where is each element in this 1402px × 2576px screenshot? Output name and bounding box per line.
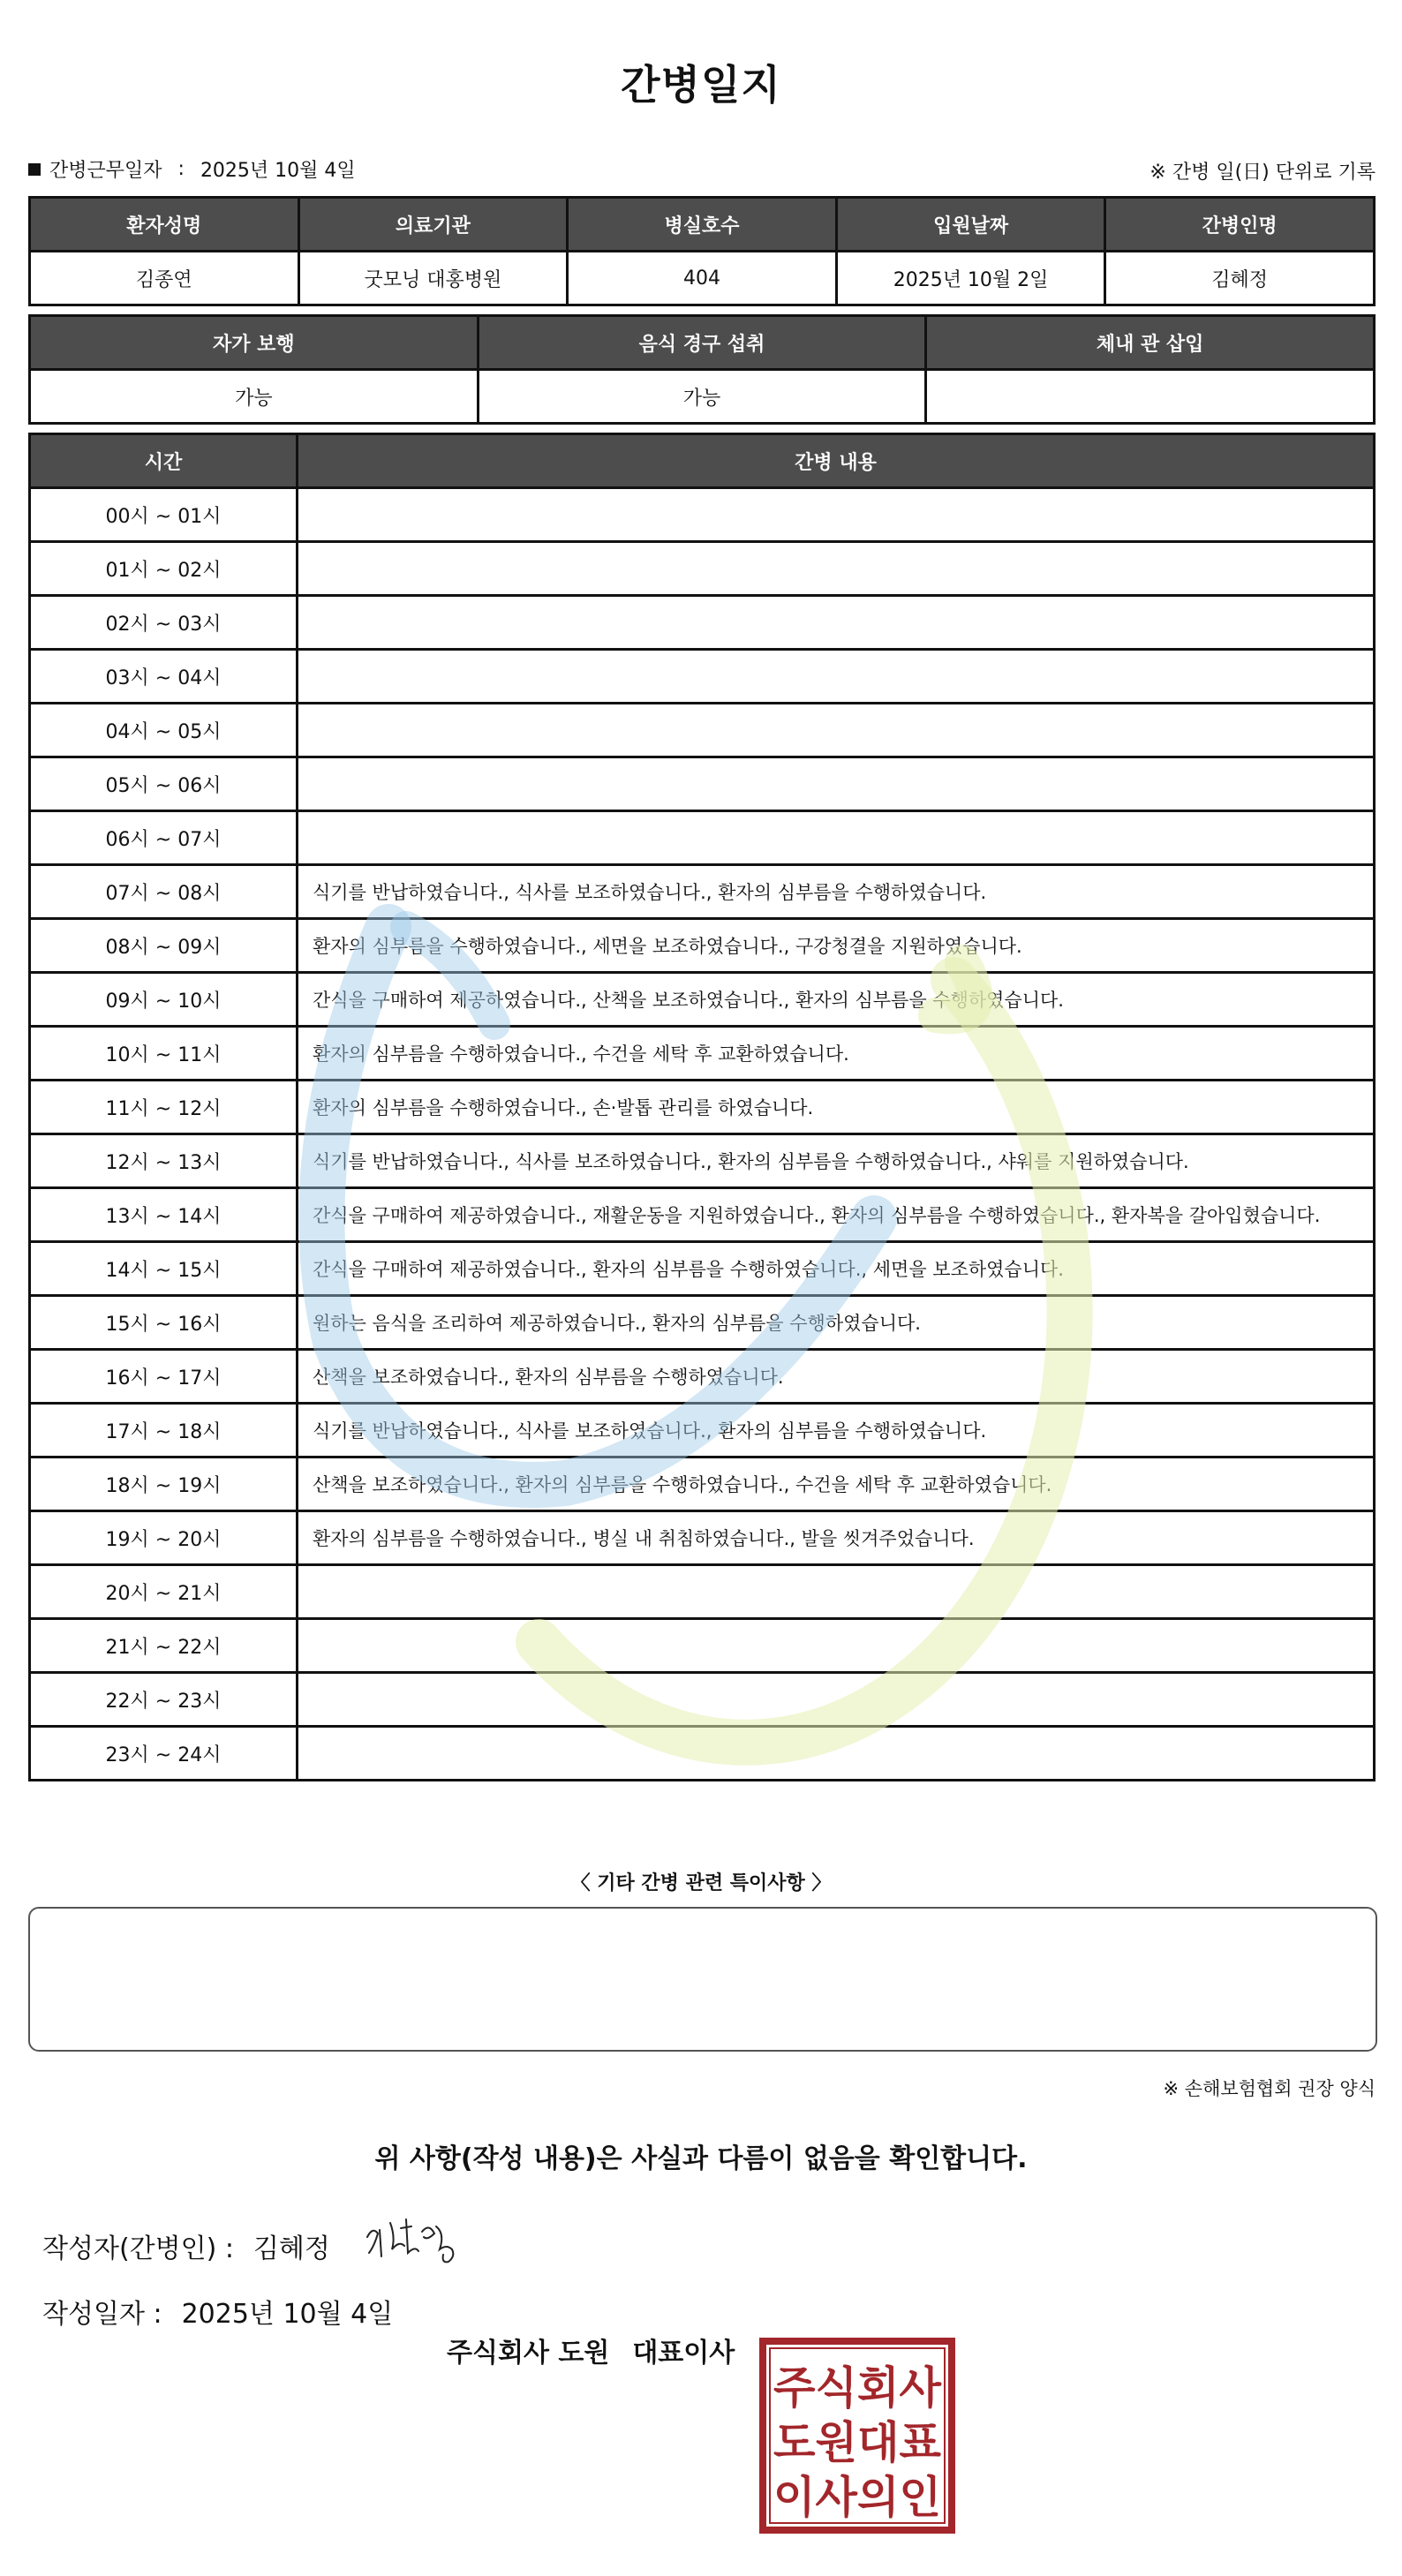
time-cell: 19시 ~ 20시 [30, 1511, 298, 1565]
company-name: 주식회사 도원 [447, 2338, 610, 2369]
company-line [447, 2331, 735, 2369]
time-cell: 05시 ~ 06시 [30, 757, 298, 811]
table-row [30, 1619, 1375, 1673]
care-content-cell [298, 704, 1375, 757]
time-cell: 22시 ~ 23시 [30, 1673, 298, 1727]
time-cell: 09시 ~ 10시 [30, 973, 298, 1027]
patient-info-table [28, 196, 1376, 306]
header-oral-intake: 음식 경구 섭취 [478, 316, 926, 370]
svg-text:이사의인: 이사의인 [773, 2472, 941, 2523]
time-cell: 13시 ~ 14시 [30, 1188, 298, 1242]
care-content-cell [298, 1727, 1375, 1781]
time-cell: 03시 ~ 04시 [30, 650, 298, 704]
header-room-number: 병실호수 [568, 198, 837, 252]
time-cell: 00시 ~ 01시 [30, 488, 298, 542]
table-row [30, 919, 1375, 973]
table-row [30, 704, 1375, 757]
table-row [30, 1188, 1375, 1242]
oral-intake-value: 가능 [478, 370, 926, 424]
self-walking-value: 가능 [30, 370, 479, 424]
table-row [30, 542, 1375, 596]
table-row [30, 1081, 1375, 1134]
work-date [28, 155, 356, 183]
caregiver-name: 김혜정 [1105, 252, 1375, 305]
care-content-cell: 환자의 심부름을 수행하였습니다., 손·발톱 관리를 하였습니다. [298, 1081, 1375, 1134]
header-caregiver-name: 간병인명 [1105, 198, 1375, 252]
work-date-label: 간병근무일자 [49, 160, 162, 182]
table-row [30, 1565, 1375, 1619]
time-cell: 12시 ~ 13시 [30, 1134, 298, 1188]
table-row [30, 1296, 1375, 1350]
writer-line [42, 2226, 330, 2265]
care-content-cell: 식기를 반납하였습니다., 식사를 보조하였습니다., 환자의 심부름을 수행하였습니다. [298, 865, 1375, 919]
table-row [30, 650, 1375, 704]
time-cell: 18시 ~ 19시 [30, 1457, 298, 1511]
unit-note: ※ 간병 일(日) 단위로 기록 [1149, 162, 1376, 184]
svg-text:주식회사: 주식회사 [773, 2362, 942, 2414]
time-cell: 15시 ~ 16시 [30, 1296, 298, 1350]
table-row [30, 1242, 1375, 1296]
care-content-cell: 간식을 구매하여 제공하였습니다., 재활운동을 지원하였습니다., 환자의 심부름을 수행하였습니다., 환자복을 갈아입혔습니다. [298, 1188, 1375, 1242]
header-hospital: 의료기관 [298, 198, 568, 252]
care-log-table [28, 433, 1376, 1781]
header-time: 시간 [30, 434, 298, 488]
time-cell: 23시 ~ 24시 [30, 1727, 298, 1781]
admission-date: 2025년 10월 2일 [836, 252, 1105, 305]
write-date-line [42, 2292, 393, 2331]
write-date-value: 2025년 10월 4일 [181, 2299, 394, 2330]
time-cell: 02시 ~ 03시 [30, 596, 298, 650]
time-cell: 08시 ~ 09시 [30, 919, 298, 973]
table-row [30, 973, 1375, 1027]
care-content-cell [298, 650, 1375, 704]
table-row [30, 1457, 1375, 1511]
svg-text:도원대표: 도원대표 [773, 2417, 942, 2468]
table-row [30, 1727, 1375, 1781]
table-row [30, 811, 1375, 865]
care-content-cell [298, 1673, 1375, 1727]
confirmation-statement: 위 사항(작성 내용)은 사실과 다름이 없음을 확인합니다. [374, 2143, 1028, 2174]
tube-insertion-value [926, 370, 1375, 424]
header-care-content: 간병 내용 [298, 434, 1375, 488]
care-content-cell: 환자의 심부름을 수행하였습니다., 병실 내 취침하였습니다., 발을 씻겨주었습니다. [298, 1511, 1375, 1565]
header-tube-insertion: 체내 관 삽입 [926, 316, 1375, 370]
company-seal-image [758, 2336, 957, 2535]
care-content-cell: 원하는 음식을 조리하여 제공하였습니다., 환자의 심부름을 수행하였습니다. [298, 1296, 1375, 1350]
care-content-cell: 간식을 구매하여 제공하였습니다., 환자의 심부름을 수행하였습니다., 세면을 보조하였습니다. [298, 1242, 1375, 1296]
care-content-cell [298, 811, 1375, 865]
table-row [30, 1673, 1375, 1727]
table-row [30, 488, 1375, 542]
care-content-cell [298, 757, 1375, 811]
time-cell: 20시 ~ 21시 [30, 1565, 298, 1619]
time-cell: 14시 ~ 15시 [30, 1242, 298, 1296]
recommend-note: ※ 손해보험협회 권장 양식 [1163, 2078, 1376, 2099]
care-content-cell [298, 596, 1375, 650]
signature-image [360, 2211, 475, 2271]
work-date-value: 2025년 10월 4일 [200, 160, 356, 182]
header-admission-date: 입원날짜 [836, 198, 1105, 252]
writer-name: 김혜정 [253, 2233, 330, 2264]
time-cell: 07시 ~ 08시 [30, 865, 298, 919]
ability-table [28, 314, 1376, 425]
care-content-cell: 식기를 반납하였습니다., 식사를 보조하였습니다., 환자의 심부름을 수행하였습니다., 샤워를 지원하였습니다. [298, 1134, 1375, 1188]
representative-label: 대표이사 [632, 2338, 735, 2369]
table-row [30, 1511, 1375, 1565]
table-row [30, 596, 1375, 650]
bullet-square-icon [28, 163, 41, 176]
document-title: 간병일지 [621, 61, 781, 109]
care-content-cell [298, 1619, 1375, 1673]
table-row [30, 1350, 1375, 1404]
time-cell: 04시 ~ 05시 [30, 704, 298, 757]
care-content-cell: 식기를 반납하였습니다., 식사를 보조하였습니다., 환자의 심부름을 수행하였습니다. [298, 1404, 1375, 1457]
time-cell: 17시 ~ 18시 [30, 1404, 298, 1457]
table-row [30, 757, 1375, 811]
care-content-cell: 환자의 심부름을 수행하였습니다., 세면을 보조하였습니다., 구강청결을 지원하였습니다. [298, 919, 1375, 973]
writer-label: 작성자(간병인) : [42, 2233, 234, 2264]
care-content-cell: 환자의 심부름을 수행하였습니다., 수건을 세탁 후 교환하였습니다. [298, 1027, 1375, 1081]
time-cell: 01시 ~ 02시 [30, 542, 298, 596]
care-content-cell: 산책을 보조하였습니다., 환자의 심부름을 수행하였습니다. [298, 1350, 1375, 1404]
table-row [30, 1027, 1375, 1081]
time-cell: 11시 ~ 12시 [30, 1081, 298, 1134]
work-date-separator: : [177, 158, 185, 180]
table-row [30, 1404, 1375, 1457]
patient-name: 김종연 [30, 252, 299, 305]
header-patient-name: 환자성명 [30, 198, 299, 252]
hospital-name: 굿모닝 대홍병원 [298, 252, 568, 305]
room-number: 404 [568, 252, 837, 305]
time-cell: 06시 ~ 07시 [30, 811, 298, 865]
notes-title: 〈 기타 간병 관련 특이사항 〉 [570, 1872, 832, 1894]
care-content-cell: 간식을 구매하여 제공하였습니다., 산책을 보조하였습니다., 환자의 심부름을 수행하였습니다. [298, 973, 1375, 1027]
care-content-cell [298, 542, 1375, 596]
table-row [30, 1134, 1375, 1188]
time-cell: 16시 ~ 17시 [30, 1350, 298, 1404]
notes-box [28, 1907, 1377, 2052]
time-cell: 21시 ~ 22시 [30, 1619, 298, 1673]
care-content-cell: 산책을 보조하였습니다., 환자의 심부름을 수행하였습니다., 수건을 세탁 후 교환하였습니다. [298, 1457, 1375, 1511]
care-content-cell [298, 1565, 1375, 1619]
header-self-walking: 자가 보행 [30, 316, 479, 370]
time-cell: 10시 ~ 11시 [30, 1027, 298, 1081]
care-content-cell [298, 488, 1375, 542]
table-row [30, 865, 1375, 919]
write-date-label: 작성일자 : [42, 2299, 162, 2330]
